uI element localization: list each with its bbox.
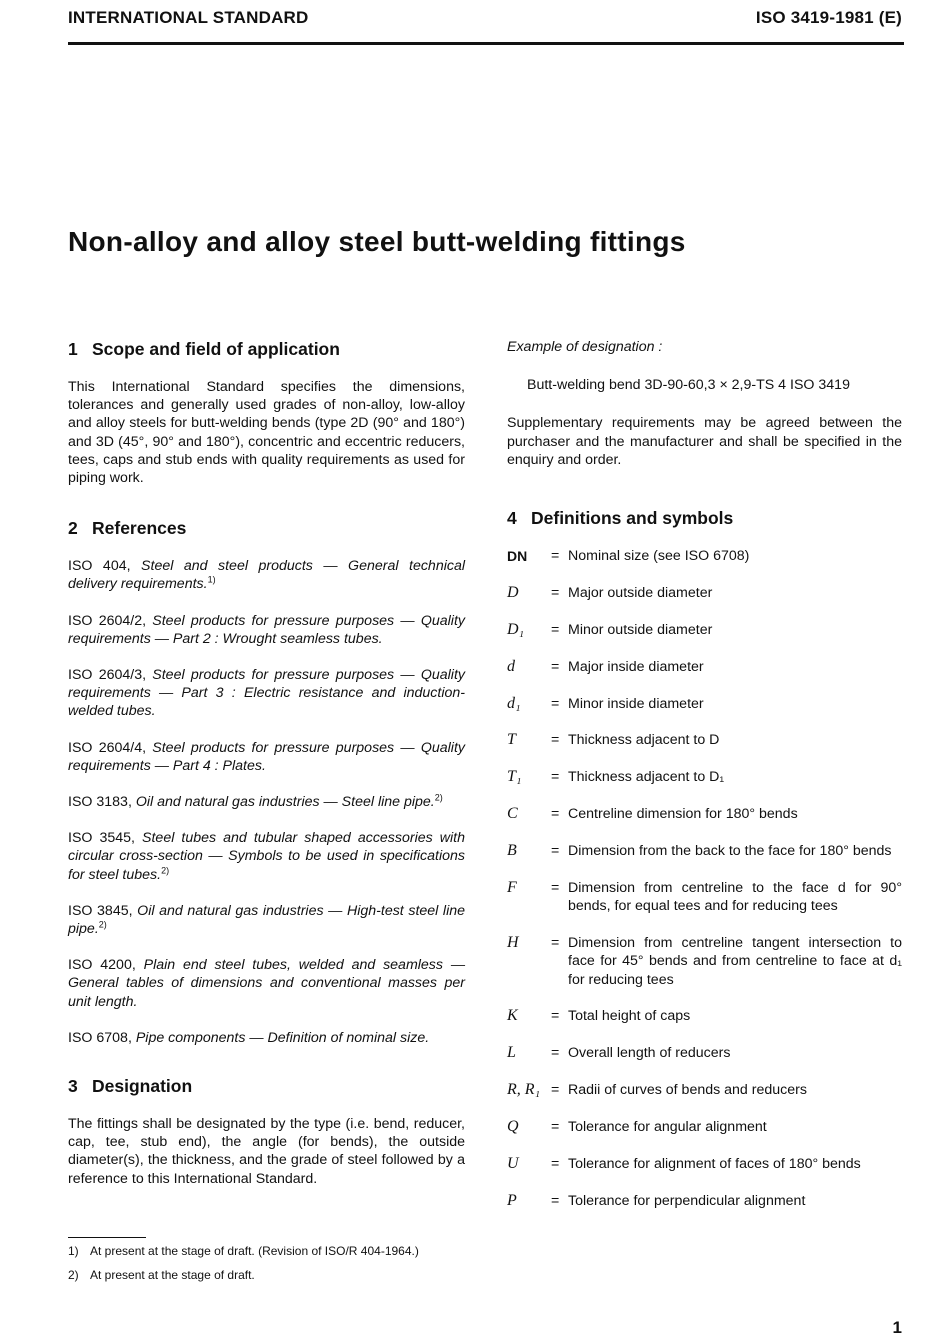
reference-title: Steel products for pressure purposes — Quality requirements — Part 2 : Wrought seamless tubes.: [68, 612, 465, 647]
equals-sign: =: [551, 1155, 560, 1172]
definition-symbol: U: [507, 1154, 519, 1172]
page-title: Non-alloy and alloy steel butt-welding fittings: [68, 226, 686, 257]
equals-sign: =: [551, 1082, 560, 1099]
reference-item: [68, 612, 465, 648]
equals-sign: =: [551, 584, 560, 601]
equals-sign: =: [551, 732, 560, 749]
definition-text: Nominal size (see ISO 6708): [568, 548, 750, 565]
footnote-text: At present at the stage of draft. (Revision of ISO/R 404-1964.): [90, 1244, 419, 1258]
reference-item: [68, 666, 465, 721]
section-number: 4: [507, 508, 517, 529]
definition-text: Radii of curves of bends and reducers: [568, 1082, 807, 1099]
reference-code: ISO 2604/4,: [68, 739, 147, 756]
equals-sign: =: [551, 1192, 560, 1209]
example-label: Example of designation :: [507, 339, 663, 355]
definition-text: Dimension from centreline tangent intersection to face for 45° bends and from centreline to face at d₁ for reducing tees: [568, 935, 902, 988]
section-scope-heading: [68, 338, 465, 360]
reference-code: ISO 4200,: [68, 957, 136, 974]
equals-sign: =: [551, 658, 560, 675]
definition-symbol: L: [507, 1044, 516, 1062]
definition-symbol: B: [507, 842, 517, 860]
equals-sign: =: [551, 1119, 560, 1136]
definition-row: [507, 1192, 902, 1210]
definition-symbol: C: [507, 805, 518, 823]
definition-symbol: d₁: [507, 694, 521, 712]
definition-row: [507, 1081, 902, 1099]
reference-code: ISO 3183,: [68, 794, 132, 811]
definition-symbol: DN: [507, 548, 528, 565]
equals-sign: =: [551, 843, 560, 860]
definition-text: Minor outside diameter: [568, 621, 713, 638]
definition-symbol: R, R₁: [507, 1081, 541, 1099]
section-definitions-heading: [507, 507, 902, 529]
footnote-1: [68, 1244, 419, 1259]
reference-item: [68, 829, 465, 884]
definition-text: Dimension from the back to the face for 180° bends: [568, 843, 892, 860]
reference-code: ISO 404,: [68, 558, 131, 575]
section-number: 3: [68, 1076, 78, 1097]
right-column: [507, 338, 902, 1229]
section-title: Scope and field of application: [92, 339, 340, 359]
section-title: Designation: [92, 1076, 193, 1097]
definition-symbol: T: [507, 731, 516, 749]
definition-row: [507, 768, 902, 786]
definition-row: [507, 805, 902, 823]
definition-row: [507, 695, 902, 713]
reference-item: [68, 557, 465, 593]
definition-row: [507, 1044, 902, 1062]
section-title: Definitions and symbols: [531, 508, 734, 529]
page-number: 1: [892, 1318, 902, 1337]
definition-row: [507, 658, 902, 676]
definition-text: Thickness adjacent to D₁: [568, 769, 725, 786]
definition-row: [507, 584, 902, 602]
footnote-2: [68, 1268, 255, 1283]
definition-text: Major outside diameter: [568, 584, 713, 601]
reference-title: Pipe components — Definition of nominal size.: [135, 1029, 430, 1046]
definition-row: [507, 879, 902, 915]
definition-text: Overall length of reducers: [568, 1045, 731, 1062]
section-number: 2: [68, 518, 78, 539]
reference-title: Oil and natural gas industries — Steel line pipe.: [135, 794, 435, 811]
scope-paragraph: This International Standard specifies the dimensions, tolerances and generally used grades of non-alloy, low-alloy and alloy steels for butt-welding bends (type 2D (90° and 180°) and 3D (45°, 90° and 180°), concentric and eccentric reducers, tees, caps and stub ends with quality requirements as used for piping work.: [68, 379, 465, 487]
definition-row: [507, 1118, 902, 1136]
reference-title: Plain end steel tubes, welded and seamless — General tables of dimensions and conventional masses per unit length.: [68, 957, 466, 1010]
definition-symbol: D₁: [507, 620, 525, 638]
reference-item: [68, 793, 465, 811]
footnote-marker: 2): [161, 864, 170, 875]
header-standard-label: INTERNATIONAL STANDARD: [68, 8, 309, 27]
definition-text: Minor inside diameter: [568, 695, 704, 712]
supplementary-paragraph: Supplementary requirements may be agreed between the purchaser and the manufacturer and shall be specified in the enquiry and order.: [507, 415, 902, 468]
reference-title: Steel tubes and tubular shaped accessories with circular cross-section — Symbols to be used in specifications for steel tubes.: [68, 830, 465, 883]
definition-symbol: F: [507, 879, 517, 897]
definition-text: Major inside diameter: [568, 658, 704, 675]
equals-sign: =: [551, 695, 560, 712]
footnote-marker: 2): [434, 792, 443, 803]
reference-code: ISO 6708,: [68, 1029, 132, 1046]
equals-sign: =: [551, 935, 560, 952]
definition-text: Thickness adjacent to D: [568, 732, 720, 749]
definition-row: [507, 1155, 902, 1173]
definition-row: [507, 1007, 902, 1025]
equals-sign: =: [551, 880, 560, 897]
footnote-number: 2): [68, 1268, 79, 1282]
designation-paragraph: The fittings shall be designated by the type (i.e. bend, reducer, cap, tee, stub end), the angle (for bends), the outside diameter(s), the thickness, and the grade of steel followed by a reference to this International Standard.: [68, 1116, 465, 1187]
reference-item: [68, 956, 465, 1011]
section-designation-heading: [68, 1075, 465, 1097]
definition-text: Tolerance for alignment of faces of 180° bends: [568, 1155, 861, 1172]
definition-text: Total height of caps: [568, 1008, 691, 1025]
reference-code: ISO 3545,: [68, 830, 135, 847]
equals-sign: =: [551, 621, 560, 638]
section-references-heading: [68, 517, 465, 539]
definition-row: [507, 547, 902, 565]
example-designation: Butt-welding bend 3D-90-60,3 × 2,9-TS 4 ISO 3419: [527, 377, 850, 394]
footnote-number: 1): [68, 1244, 79, 1258]
footnote-marker: 2): [98, 919, 107, 930]
definition-row: [507, 842, 902, 860]
footnote-rule: [68, 1237, 146, 1238]
equals-sign: =: [551, 769, 560, 786]
section-number: 1: [68, 339, 78, 359]
definition-row: [507, 621, 902, 639]
equals-sign: =: [551, 548, 560, 565]
equals-sign: =: [551, 806, 560, 823]
reference-code: ISO 3845,: [68, 902, 133, 919]
definition-text: Centreline dimension for 180° bends: [568, 806, 798, 823]
definition-symbol: H: [507, 934, 519, 952]
references-list: [68, 557, 465, 1047]
header-rule: [68, 42, 904, 45]
definition-symbol: D: [507, 583, 519, 601]
definition-text: Tolerance for angular alignment: [568, 1119, 767, 1136]
definition-symbol: P: [507, 1191, 517, 1209]
left-column: [68, 338, 465, 1188]
reference-code: ISO 2604/3,: [68, 667, 147, 684]
section-title: References: [92, 518, 187, 539]
definition-symbol: d: [507, 657, 515, 675]
equals-sign: =: [551, 1008, 560, 1025]
reference-title: Steel and steel products — General technical delivery requirements.: [68, 558, 466, 593]
header-document-number: ISO 3419-1981 (E): [755, 8, 902, 27]
reference-item: [68, 739, 465, 775]
definition-symbol: K: [507, 1007, 518, 1025]
definition-text: Dimension from centreline to the face d for 90° bends, for equal tees and for reducing tees: [568, 880, 902, 915]
reference-code: ISO 2604/2,: [68, 612, 147, 629]
equals-sign: =: [551, 1045, 560, 1062]
reference-item: [68, 1029, 465, 1047]
footnote-text: At present at the stage of draft.: [90, 1268, 255, 1282]
reference-title: Steel products for pressure purposes — Quality requirements — Part 4 : Plates.: [68, 739, 465, 774]
definition-symbol: T₁: [507, 768, 522, 786]
reference-item: [68, 902, 465, 938]
definition-row: [507, 731, 902, 749]
definition-text: Tolerance for perpendicular alignment: [568, 1192, 806, 1209]
definition-row: [507, 934, 902, 989]
definition-symbol: Q: [507, 1118, 519, 1136]
footnote-marker: 1): [207, 574, 216, 585]
definitions-list: [507, 547, 902, 1210]
reference-title: Oil and natural gas industries — High-test steel line pipe.: [68, 902, 466, 938]
reference-title: Steel products for pressure purposes — Quality requirements — Part 3 : Electric resistance and induction-welded tubes.: [68, 667, 465, 720]
